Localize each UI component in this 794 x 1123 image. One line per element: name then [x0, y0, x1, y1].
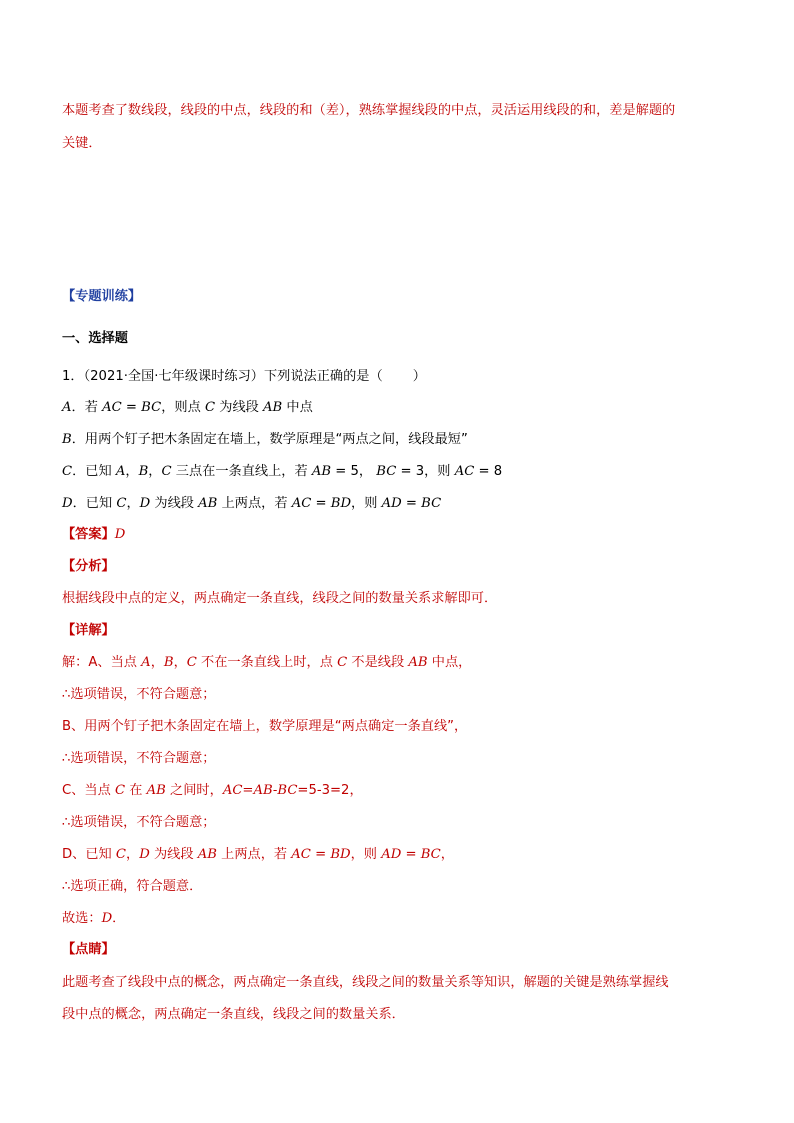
math-op: =: [401, 496, 422, 511]
detail-text: C、当点: [62, 783, 115, 798]
punct: ，: [126, 496, 140, 511]
math-value: = 5: [331, 464, 359, 479]
math-expr: AD: [381, 847, 402, 862]
math-expr: AC=AB-BC: [222, 783, 298, 798]
math-var: B: [138, 464, 149, 479]
comment-line-2: 段中点的概念，两点确定一条直线，线段之间的数量关系．: [62, 1007, 405, 1022]
detail-text: 不是线段: [347, 655, 409, 670]
detail-text: ，则: [350, 847, 382, 862]
part-title: 一、选择题: [62, 331, 128, 346]
option-b: [62, 430, 468, 450]
detail-text: 解：A、当点: [62, 655, 142, 670]
answer-tag: 【答案】: [62, 527, 115, 542]
option-text: 为线段: [150, 496, 199, 511]
question-number: 1．: [62, 369, 84, 384]
math-expr: AB: [311, 464, 332, 479]
math-expr: BD: [330, 847, 351, 862]
intro-line-1: 本题考查了数线段，线段的中点，线段的和（差），熟练掌握线段的中点，灵活运用线段的和，差是解题的: [62, 103, 676, 118]
detail-text: 不在一条直线上时，点: [196, 655, 338, 670]
option-text: ，则: [424, 464, 455, 479]
question-source: （2021·全国·七年级课时练习）: [83, 369, 264, 384]
option-text: ．已知: [72, 496, 117, 511]
option-text: 上两点，若: [217, 496, 292, 511]
punct: ，: [440, 847, 454, 862]
analysis-text: 根据线段中点的定义，两点确定一条直线，线段之间的数量关系求解即可．: [62, 591, 498, 606]
option-label: A: [62, 400, 72, 415]
option-text: ．若: [71, 400, 103, 415]
option-text: ，则: [351, 496, 382, 511]
math-var: A: [115, 464, 126, 479]
detail-text: D、已知: [62, 847, 116, 862]
option-text: 中点: [282, 400, 313, 415]
detail-line-8: ∴选项正确，符合题意．: [62, 879, 203, 894]
option-a: [62, 398, 313, 418]
option-label: C: [62, 464, 73, 479]
math-expr: BC: [420, 847, 441, 862]
option-text: ．已知: [72, 464, 116, 479]
punct: ，: [358, 464, 377, 479]
detail-line-3: B、用两个钉子把木条固定在墙上，数学原理是“两点确定一条直线”，: [62, 719, 468, 734]
detail-text: 为线段: [149, 847, 198, 862]
option-label: D: [62, 496, 73, 511]
math-var: C: [115, 847, 127, 862]
punct: ，: [150, 655, 164, 670]
math-var: AB: [263, 400, 283, 415]
math-op: =: [310, 847, 331, 862]
math-var: C: [204, 400, 216, 415]
detail-line-7: [62, 845, 454, 865]
option-text: ．用两个钉子把木条固定在墙上，数学原理是“两点之间，线段最短”: [71, 432, 468, 447]
detail-text: 中点，: [427, 655, 472, 670]
detail-line-5: [62, 781, 363, 801]
detail-text: 在: [125, 783, 147, 798]
math-op: =: [401, 847, 421, 862]
math-expr: BC: [421, 496, 442, 511]
math-var: C: [161, 464, 172, 479]
detail-tag: 【详解】: [62, 623, 115, 638]
option-text: 三点在一条直线上，若: [171, 464, 312, 479]
math-var: AB: [146, 783, 166, 798]
math-expr: AC: [454, 464, 475, 479]
math-expr: AC: [291, 496, 312, 511]
comment-tag: 【点睛】: [62, 942, 115, 957]
math-op: =: [121, 400, 142, 415]
detail-text: =5-3=2，: [297, 783, 363, 798]
punct: ，: [126, 847, 140, 862]
detail-text: 之间时，: [165, 783, 223, 798]
question-stem: [62, 367, 426, 387]
punct: ，: [125, 464, 139, 479]
option-label: B: [62, 432, 72, 447]
math-expr: AC: [291, 847, 311, 862]
answer-line: [62, 525, 125, 545]
option-text: 为线段: [215, 400, 264, 415]
math-expr: AC: [102, 400, 122, 415]
detail-line-9: [62, 909, 125, 929]
punct: ．: [112, 911, 126, 926]
math-var: AB: [198, 496, 218, 511]
math-var: AB: [197, 847, 217, 862]
detail-line-2: ∴选项错误，不符合题意；: [62, 687, 216, 702]
detail-line-6: ∴选项错误，不符合题意；: [62, 815, 216, 830]
option-d: [62, 494, 441, 514]
math-op: =: [311, 496, 331, 511]
math-var: C: [114, 783, 126, 798]
punct: ，: [173, 655, 187, 670]
question-text-close: ）: [412, 369, 426, 384]
analysis-tag: 【分析】: [62, 559, 115, 574]
math-value: = 8: [474, 464, 503, 479]
math-var: C: [337, 655, 348, 670]
comment-line-1: 此题考查了线段中点的概念，两点确定一条直线，线段之间的数量关系等知识，解题的关键是熟练掌握线: [62, 975, 669, 990]
math-var: A: [141, 655, 151, 670]
option-text: ，则点: [161, 400, 205, 415]
math-value: = 3: [396, 464, 425, 479]
math-expr: BD: [330, 496, 352, 511]
math-var: C: [186, 655, 197, 670]
intro-line-2: 关键．: [62, 136, 102, 151]
option-c: [62, 462, 502, 482]
question-text: 下列说法正确的是（: [264, 369, 383, 384]
math-var: AB: [408, 655, 428, 670]
math-expr: BC: [376, 464, 397, 479]
math-expr: BC: [141, 400, 162, 415]
detail-line-4: ∴选项错误，不符合题意；: [62, 751, 216, 766]
math-var: B: [163, 655, 174, 670]
answer-value: D: [114, 527, 126, 542]
math-var: D: [139, 496, 151, 511]
math-var: D: [139, 847, 150, 862]
detail-line-1: [62, 653, 471, 673]
punct: ，: [148, 464, 162, 479]
detail-text: 上两点，若: [216, 847, 292, 862]
math-expr: AD: [381, 496, 402, 511]
math-var: C: [116, 496, 127, 511]
detail-text: 故选：: [62, 911, 102, 926]
section-header: 【专题训练】: [62, 289, 142, 304]
math-var: D: [101, 911, 113, 926]
